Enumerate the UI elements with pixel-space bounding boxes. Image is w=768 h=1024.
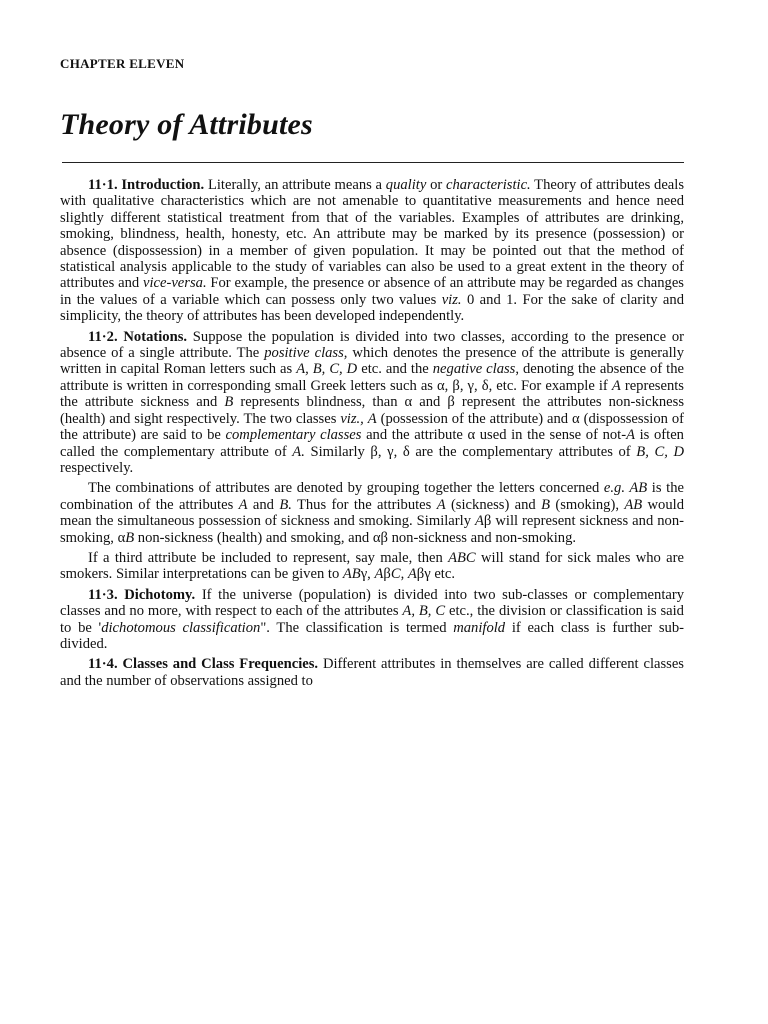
- text-run: etc., the division or classification is said to be ': [60, 603, 684, 636]
- text-run: If the universe (population) is divided into two sub-classes or complementary classes and no more, with respect to each of the attributes: [60, 586, 685, 620]
- text-run: etc. and the: [357, 361, 433, 378]
- italic-term: dichotomous classification: [101, 619, 261, 636]
- italic-term: characteristic.: [445, 177, 531, 193]
- text-run: or: [426, 177, 446, 193]
- body-text: [60, 177, 684, 689]
- italic-term: vice-versa.: [142, 275, 207, 292]
- italic-term: manifold: [453, 619, 506, 636]
- paragraph-introduction: [60, 177, 684, 325]
- paragraph-third-attribute: [60, 550, 684, 583]
- text-run: , denoting the absence of the attribute is written in corresponding small Greek letters such as α, β, γ, δ, etc. For example if: [60, 361, 685, 394]
- text-run: respectively.: [60, 459, 134, 476]
- italic-term: A.: [292, 443, 305, 460]
- section-heading: 11·4. Classes and Class Frequencies.: [88, 656, 319, 673]
- text-run: is the combination of the attributes: [60, 480, 684, 513]
- text-run: if each class is further sub-divided.: [60, 619, 684, 652]
- italic-term: B: [125, 529, 135, 546]
- text-run: β will represent sickness and non-smoking, α: [60, 513, 684, 546]
- italic-term: AB: [342, 566, 361, 583]
- italic-term: AB: [624, 496, 643, 513]
- italic-term: complementary classes: [225, 427, 362, 444]
- text-run: 0 and 1. For the sake of clarity and simplicity, the theory of attributes has been developed independently.: [60, 291, 685, 325]
- italic-term: negative class: [432, 361, 516, 378]
- paragraph-dichotomy: [60, 587, 684, 653]
- text-run: β: [383, 566, 391, 583]
- paragraph-class-frequencies: [60, 656, 684, 689]
- italic-term: A: [407, 566, 417, 583]
- text-run: represents the attribute sickness and: [60, 377, 684, 411]
- italic-term: viz.,: [340, 410, 364, 427]
- italic-term: B.: [279, 496, 292, 513]
- text-run: The combinations of attributes are denoted by grouping together the letters concerned: [88, 480, 604, 497]
- text-run: If a third attribute be included to represent, say male, then: [88, 549, 449, 566]
- text-run: Similarly β, γ, δ are the complementary attributes of: [304, 443, 637, 460]
- italic-term: B: [541, 496, 550, 513]
- text-run: Theory of attributes deals with qualitative characteristics which are not amenable to quantitative measurements and hence need slightly different statistical treatment from that of the variables. Examples of attributes are drinking, smoking, blindness, health, honesty, etc. An attribute may be marked by its presence (possession) or absence (dispossession) in a member of given population. It may be pointed out that the method of statistical analysis applicable to the study of variables can also be used to a great extent in the theory of attributes and: [60, 177, 685, 292]
- italic-term: A: [611, 377, 621, 394]
- text-run: will stand for sick males who are smokers. Similar interpretations can be given to: [60, 549, 684, 583]
- section-heading: 11·1. Introduction.: [88, 177, 205, 193]
- italic-term: ABC: [448, 549, 476, 566]
- italic-term: positive class,: [264, 345, 348, 362]
- text-run: (possession of the attribute) and α (dispossession of the attribute) are said to be: [60, 410, 684, 444]
- page: [60, 56, 684, 693]
- chapter-label: CHAPTER ELEVEN: [60, 56, 185, 71]
- text-run: ,: [400, 566, 408, 583]
- section-heading: 11·3. Dichotomy.: [88, 586, 196, 603]
- text-run: non-sickness (health) and smoking, and αβ non-sickness and non-smoking.: [134, 529, 577, 546]
- text-run: is often called the complementary attribute of: [60, 427, 684, 460]
- italic-term: A: [475, 513, 484, 530]
- text-run: γ,: [360, 566, 375, 583]
- italic-term: A: [436, 496, 446, 513]
- italic-term: quality: [385, 177, 427, 193]
- text-run: βγ etc.: [416, 566, 455, 583]
- italic-term: B: [224, 394, 234, 411]
- italic-term: A: [374, 566, 384, 583]
- text-run: Different attributes in themselves are called different classes and the number of observations assigned to: [60, 656, 684, 689]
- text-run: and the attribute α used in the sense of not-: [361, 427, 627, 444]
- text-run: represents blindness, than α and β represent the attributes non-sickness (health) and sight respectively. The two classes: [60, 394, 685, 427]
- text-run: (sickness) and: [445, 496, 542, 513]
- text-run: Literally, an attribute means a: [204, 177, 386, 193]
- text-run: ". The classification is termed: [260, 619, 454, 636]
- text-run: would mean the simultaneous possession of sickness and smoking. Similarly: [60, 496, 684, 530]
- italic-term: A: [626, 427, 635, 444]
- paragraph-combinations: [60, 480, 684, 546]
- chapter-title: Theory of Attributes: [60, 108, 313, 141]
- text-run: Suppose the population is divided into two classes, according to the presence or absence of a single attribute. The: [60, 328, 684, 362]
- paragraph-notations: [60, 329, 684, 477]
- text-run: which denotes the presence of the attribute is generally written in capital Roman letters such as: [60, 345, 684, 378]
- text-run: For example, the presence or absence of an attribute may be regarded as changes in the values of a variable which can possess only two values: [60, 275, 684, 308]
- text-run: (smoking),: [550, 496, 625, 513]
- italic-term: A, B, C, D: [296, 361, 358, 378]
- italic-term: A, B, C: [402, 603, 446, 620]
- title-rule: [62, 162, 684, 163]
- text-run: Thus for the attributes: [291, 496, 437, 513]
- italic-term: B, C, D: [636, 443, 684, 460]
- text-run: and: [247, 496, 280, 513]
- italic-term: C: [390, 566, 401, 583]
- italic-term: A: [238, 496, 248, 513]
- italic-term: A: [367, 410, 377, 427]
- italic-term: viz.: [441, 291, 462, 308]
- section-heading: 11·2. Notations.: [88, 328, 188, 345]
- italic-term: e.g. AB: [603, 480, 648, 497]
